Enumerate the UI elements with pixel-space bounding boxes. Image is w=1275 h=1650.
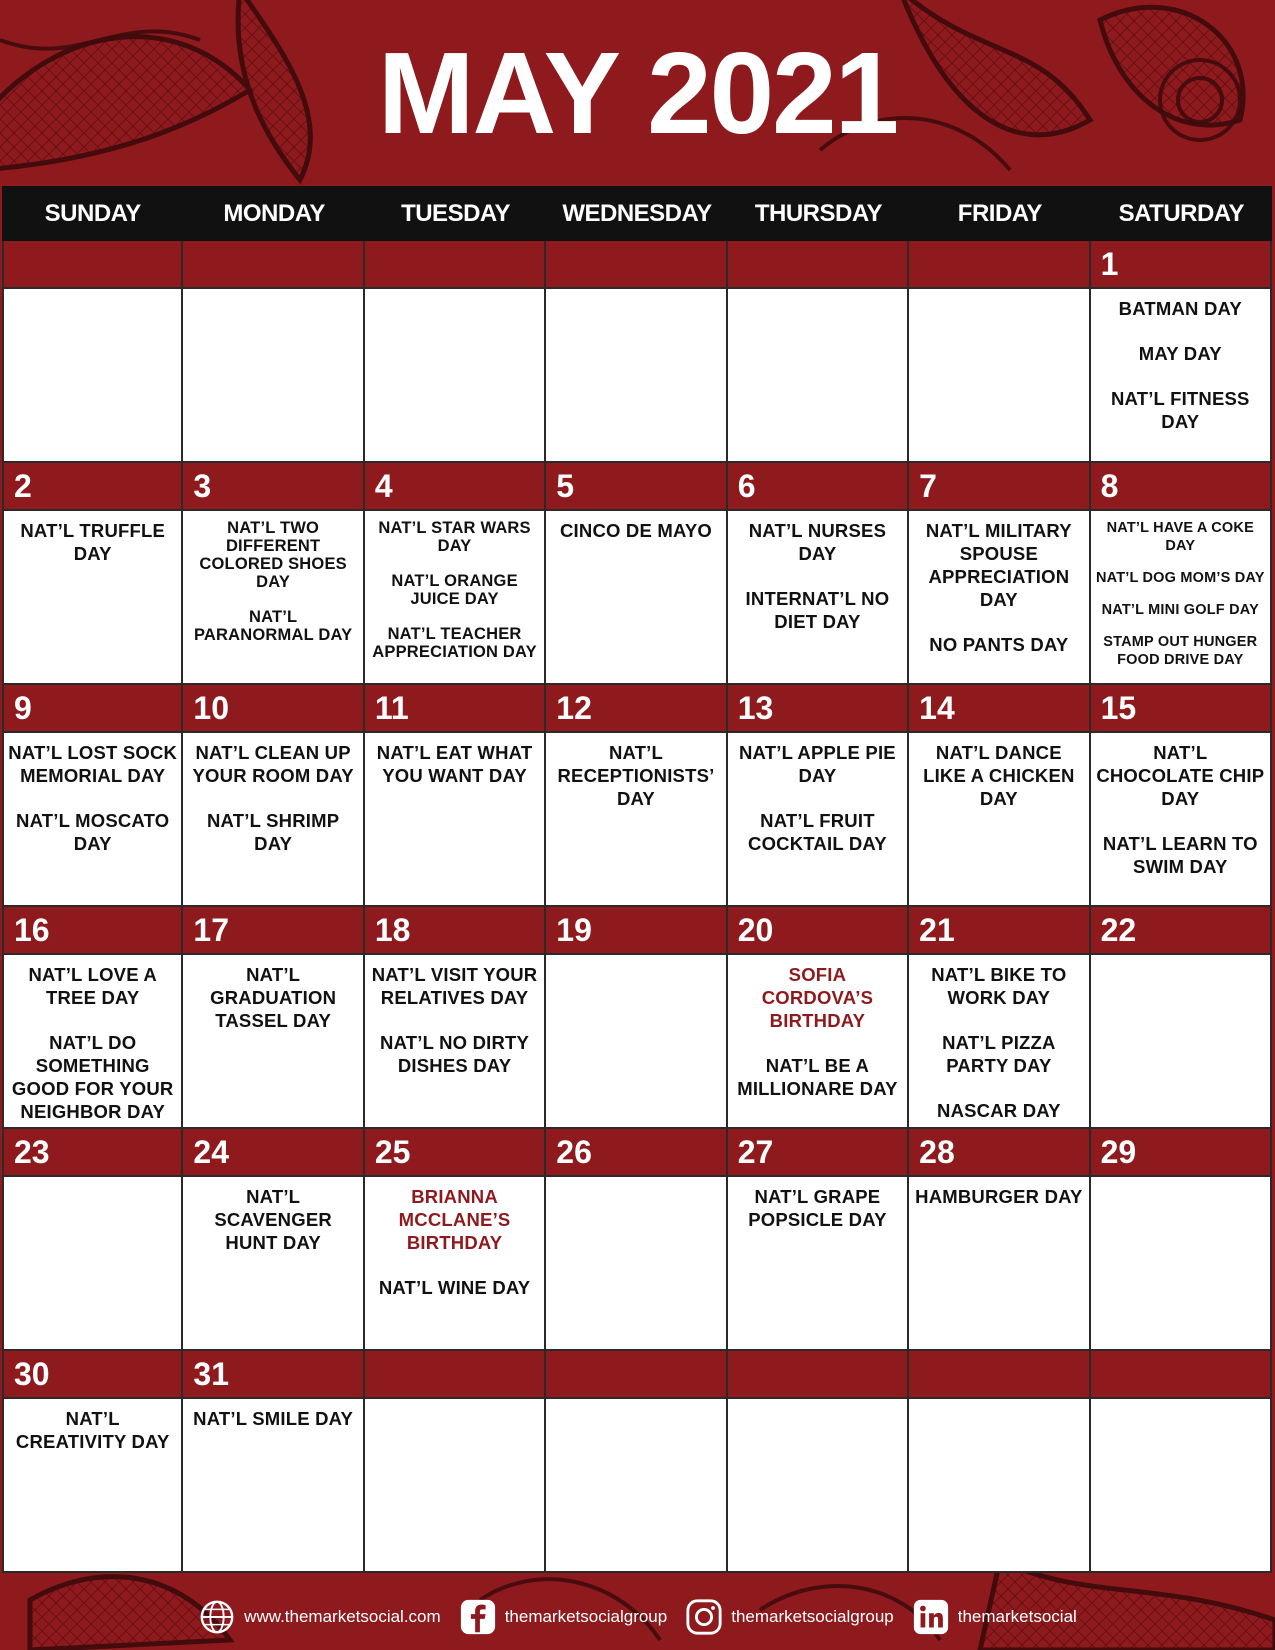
day-events <box>546 733 725 905</box>
day-cell-23 <box>2 1129 183 1351</box>
day-number: 9 <box>4 685 181 733</box>
event-label: NAT’L SCAVENGER HUNT DAY <box>214 1186 332 1253</box>
week-row <box>2 1351 1272 1573</box>
day-events <box>1091 1399 1270 1571</box>
week-row <box>2 241 1272 463</box>
event-label: NAT’L MILITARY SPOUSE APPRECIATION DAY <box>925 520 1072 610</box>
event-label: NAT’L GRAPE POPSICLE DAY <box>748 1186 887 1230</box>
calendar-weeks <box>2 241 1272 1573</box>
day-number <box>909 1351 1088 1399</box>
day-cell-3 <box>183 463 364 685</box>
day-events <box>4 1399 181 1571</box>
event-label: STAMP OUT HUNGER FOOD DRIVE DAY <box>1103 634 1258 668</box>
day-number: 29 <box>1091 1129 1270 1177</box>
day-number: 8 <box>1091 463 1270 511</box>
day-events <box>1091 955 1270 1127</box>
event-label: NAT’L WINE DAY <box>378 1277 531 1298</box>
day-number <box>365 1351 544 1399</box>
day-events <box>546 289 725 461</box>
event-label: NAT’L MOSCATO DAY <box>16 810 170 854</box>
day-events <box>365 289 544 461</box>
day-cell-4 <box>365 463 546 685</box>
day-number <box>365 241 544 289</box>
event-label: NAT’L STAR WARS DAY <box>378 519 531 555</box>
event-label: NAT’L TRUFFLE DAY <box>20 520 166 564</box>
event-label: NAT’L PARANORMAL DAY <box>193 608 353 644</box>
day-number: 31 <box>183 1351 362 1399</box>
event-label: NAT’L RECEPTIONISTS’ DAY <box>557 742 715 809</box>
day-events <box>546 955 725 1127</box>
day-number <box>546 241 725 289</box>
day-cell-24 <box>183 1129 364 1351</box>
day-number <box>728 241 907 289</box>
day-number: 23 <box>4 1129 181 1177</box>
event-label: NAT’L SMILE DAY <box>193 1408 354 1429</box>
event-label: NAT’L APPLE PIE DAY <box>738 742 896 786</box>
event-label: NAT’L TEACHER APPRECIATION DAY <box>372 625 537 661</box>
day-number: 10 <box>183 685 362 733</box>
day-of-week-saturday: SATURDAY <box>1118 199 1244 227</box>
day-events <box>728 511 907 683</box>
week-row <box>2 463 1272 685</box>
day-cell-28 <box>909 1129 1090 1351</box>
empty-day-cell <box>546 241 727 463</box>
event-label: NAT’L CREATIVITY DAY <box>15 1408 170 1452</box>
event-label: NAT’L BIKE TO WORK DAY <box>931 964 1067 1008</box>
day-events <box>728 289 907 461</box>
event-label: NO PANTS DAY <box>929 634 1069 655</box>
event-label: NAT’L SHRIMP DAY <box>207 810 340 854</box>
day-number: 17 <box>183 907 362 955</box>
day-events <box>1091 289 1270 461</box>
day-of-week-thursday: THURSDAY <box>754 199 882 227</box>
facebook-icon <box>459 1598 497 1636</box>
empty-day-cell <box>365 241 546 463</box>
day-events <box>1091 511 1270 683</box>
day-events <box>546 511 725 683</box>
day-cell-21 <box>909 907 1090 1129</box>
day-events <box>365 733 544 905</box>
week-row <box>2 907 1272 1129</box>
day-cell-8 <box>1091 463 1272 685</box>
event-label: INTERNAT’L NO DIET DAY <box>745 588 890 632</box>
day-events <box>365 955 544 1127</box>
event-label: NAT’L PIZZA PARTY DAY <box>942 1032 1056 1076</box>
day-cell-27 <box>728 1129 909 1351</box>
day-number: 7 <box>909 463 1088 511</box>
day-events <box>365 1399 544 1571</box>
day-events <box>4 733 181 905</box>
day-events <box>728 955 907 1127</box>
day-number: 3 <box>183 463 362 511</box>
event-label: NAT’L ORANGE JUICE DAY <box>391 572 518 608</box>
day-cell-18 <box>365 907 546 1129</box>
empty-day-cell <box>183 241 364 463</box>
day-number: 14 <box>909 685 1088 733</box>
day-of-week-header <box>2 186 1272 241</box>
day-events <box>183 1177 362 1349</box>
day-events <box>909 289 1088 461</box>
birthday-event: SOFIA CORDOVA’S BIRTHDAY <box>761 964 874 1031</box>
calendar-title: MAY 2021 <box>377 28 898 158</box>
week-row <box>2 1129 1272 1351</box>
day-cell-20 <box>728 907 909 1129</box>
day-cell-12 <box>546 685 727 907</box>
empty-day-cell <box>546 1351 727 1573</box>
event-label: NAT’L LOST SOCK MEMORIAL DAY <box>8 742 178 786</box>
day-events <box>909 1177 1088 1349</box>
event-label: NAT’L HAVE A COKE DAY <box>1106 520 1254 554</box>
event-label: NAT’L LEARN TO SWIM DAY <box>1102 833 1258 877</box>
footer-website[interactable] <box>198 1598 441 1636</box>
day-of-week-sunday: SUNDAY <box>44 199 141 227</box>
event-label: HAMBURGER DAY <box>915 1186 1083 1207</box>
event-label: NAT’L MINI GOLF DAY <box>1101 602 1259 618</box>
day-cell-13 <box>728 685 909 907</box>
day-number: 6 <box>728 463 907 511</box>
linkedin-icon <box>912 1598 950 1636</box>
day-cell-11 <box>365 685 546 907</box>
day-cell-9 <box>2 685 183 907</box>
day-events <box>909 733 1088 905</box>
event-label: NAT’L NO DIRTY DISHES DAY <box>380 1032 530 1076</box>
day-events <box>365 511 544 683</box>
day-events <box>728 733 907 905</box>
day-events <box>728 1177 907 1349</box>
day-cell-29 <box>1091 1129 1272 1351</box>
day-number: 21 <box>909 907 1088 955</box>
day-events <box>183 955 362 1127</box>
empty-day-cell <box>1091 1351 1272 1573</box>
footer <box>0 1588 1275 1646</box>
day-number: 4 <box>365 463 544 511</box>
linkedin-text: themarketsocial <box>957 1607 1077 1626</box>
day-number: 22 <box>1091 907 1270 955</box>
day-events <box>4 1177 181 1349</box>
empty-day-cell <box>2 241 183 463</box>
day-number: 24 <box>183 1129 362 1177</box>
facebook-text: themarketsocialgroup <box>504 1607 668 1626</box>
instagram-icon <box>685 1598 723 1636</box>
day-events <box>728 1399 907 1571</box>
event-label: NAT’L DOG MOM’S DAY <box>1095 570 1265 586</box>
day-events <box>909 955 1088 1127</box>
day-cell-19 <box>546 907 727 1129</box>
instagram-text: themarketsocialgroup <box>731 1607 894 1626</box>
day-of-week-tuesday: TUESDAY <box>401 199 511 227</box>
day-cell-7 <box>909 463 1090 685</box>
day-number: 30 <box>4 1351 181 1399</box>
day-number <box>909 241 1088 289</box>
empty-day-cell <box>365 1351 546 1573</box>
footer-instagram[interactable] <box>685 1598 894 1636</box>
day-cell-25 <box>365 1129 546 1351</box>
day-number: 5 <box>546 463 725 511</box>
empty-day-cell <box>909 241 1090 463</box>
day-cell-16 <box>2 907 183 1129</box>
event-label: NAT’L CLEAN UP YOUR ROOM DAY <box>192 742 354 786</box>
day-number <box>728 1351 907 1399</box>
event-label: MAY DAY <box>1138 343 1222 364</box>
day-cell-22 <box>1091 907 1272 1129</box>
day-events <box>4 289 181 461</box>
day-cell-2 <box>2 463 183 685</box>
event-label: NAT’L CHOCOLATE CHIP DAY <box>1096 742 1265 809</box>
day-events <box>909 1399 1088 1571</box>
day-cell-30 <box>2 1351 183 1573</box>
day-number: 19 <box>546 907 725 955</box>
event-label: NASCAR DAY <box>937 1100 1061 1121</box>
empty-day-cell <box>909 1351 1090 1573</box>
day-number <box>183 241 362 289</box>
event-label: NAT’L NURSES DAY <box>748 520 887 564</box>
day-events <box>909 511 1088 683</box>
event-label: NAT’L GRADUATION TASSEL DAY <box>210 964 337 1031</box>
day-number: 2 <box>4 463 181 511</box>
week-row <box>2 685 1272 907</box>
day-number: 18 <box>365 907 544 955</box>
day-events <box>183 1399 362 1571</box>
day-number <box>1091 1351 1270 1399</box>
event-label: NAT’L FITNESS DAY <box>1110 388 1250 432</box>
day-events <box>4 955 181 1127</box>
day-cell-6 <box>728 463 909 685</box>
globe-icon <box>198 1598 236 1636</box>
event-label: NAT’L BE A MILLIONARE DAY <box>737 1055 898 1099</box>
day-of-week-friday: FRIDAY <box>957 199 1042 227</box>
day-cell-15 <box>1091 685 1272 907</box>
empty-day-cell <box>728 241 909 463</box>
event-label: NAT’L TWO DIFFERENT COLORED SHOES DAY <box>199 519 347 591</box>
day-of-week-monday: MONDAY <box>223 199 325 227</box>
event-label: NAT’L VISIT YOUR RELATIVES DAY <box>371 964 538 1008</box>
day-number: 25 <box>365 1129 544 1177</box>
day-number: 1 <box>1091 241 1270 289</box>
day-number: 28 <box>909 1129 1088 1177</box>
day-cell-26 <box>546 1129 727 1351</box>
event-label: BATMAN DAY <box>1118 298 1242 319</box>
day-of-week-wednesday: WEDNESDAY <box>562 199 712 227</box>
day-number: 27 <box>728 1129 907 1177</box>
day-events <box>1091 1177 1270 1349</box>
day-number: 20 <box>728 907 907 955</box>
day-events <box>1091 733 1270 905</box>
event-label: NAT’L FRUIT COCKTAIL DAY <box>748 810 887 854</box>
footer-linkedin[interactable] <box>912 1598 1077 1636</box>
day-cell-17 <box>183 907 364 1129</box>
empty-day-cell <box>728 1351 909 1573</box>
day-cell-14 <box>909 685 1090 907</box>
day-events <box>365 1177 544 1349</box>
footer-facebook[interactable] <box>459 1598 668 1636</box>
day-events <box>183 511 362 683</box>
day-events <box>4 511 181 683</box>
event-label: NAT’L DO SOMETHING GOOD FOR YOUR NEIGHBOR DAY <box>11 1032 174 1122</box>
calendar-grid <box>2 186 1272 1573</box>
day-number: 15 <box>1091 685 1270 733</box>
day-events <box>546 1177 725 1349</box>
day-events <box>183 289 362 461</box>
day-events <box>546 1399 725 1571</box>
day-events <box>183 733 362 905</box>
day-number: 12 <box>546 685 725 733</box>
day-number <box>4 241 181 289</box>
event-label: NAT’L EAT WHAT YOU WANT DAY <box>376 742 533 786</box>
day-cell-10 <box>183 685 364 907</box>
day-number <box>546 1351 725 1399</box>
day-number: 11 <box>365 685 544 733</box>
website-text: www.themarketsocial.com <box>244 1607 441 1626</box>
day-number: 26 <box>546 1129 725 1177</box>
day-cell-1 <box>1091 241 1272 463</box>
event-label: NAT’L DANCE LIKE A CHICKEN DAY <box>923 742 1075 809</box>
day-number: 13 <box>728 685 907 733</box>
day-cell-31 <box>183 1351 364 1573</box>
day-cell-5 <box>546 463 727 685</box>
event-label: CINCO DE MAYO <box>559 520 712 541</box>
event-label: NAT’L LOVE A TREE DAY <box>28 964 157 1008</box>
day-number: 16 <box>4 907 181 955</box>
birthday-event: BRIANNA MCCLANE’S BIRTHDAY <box>398 1186 511 1253</box>
